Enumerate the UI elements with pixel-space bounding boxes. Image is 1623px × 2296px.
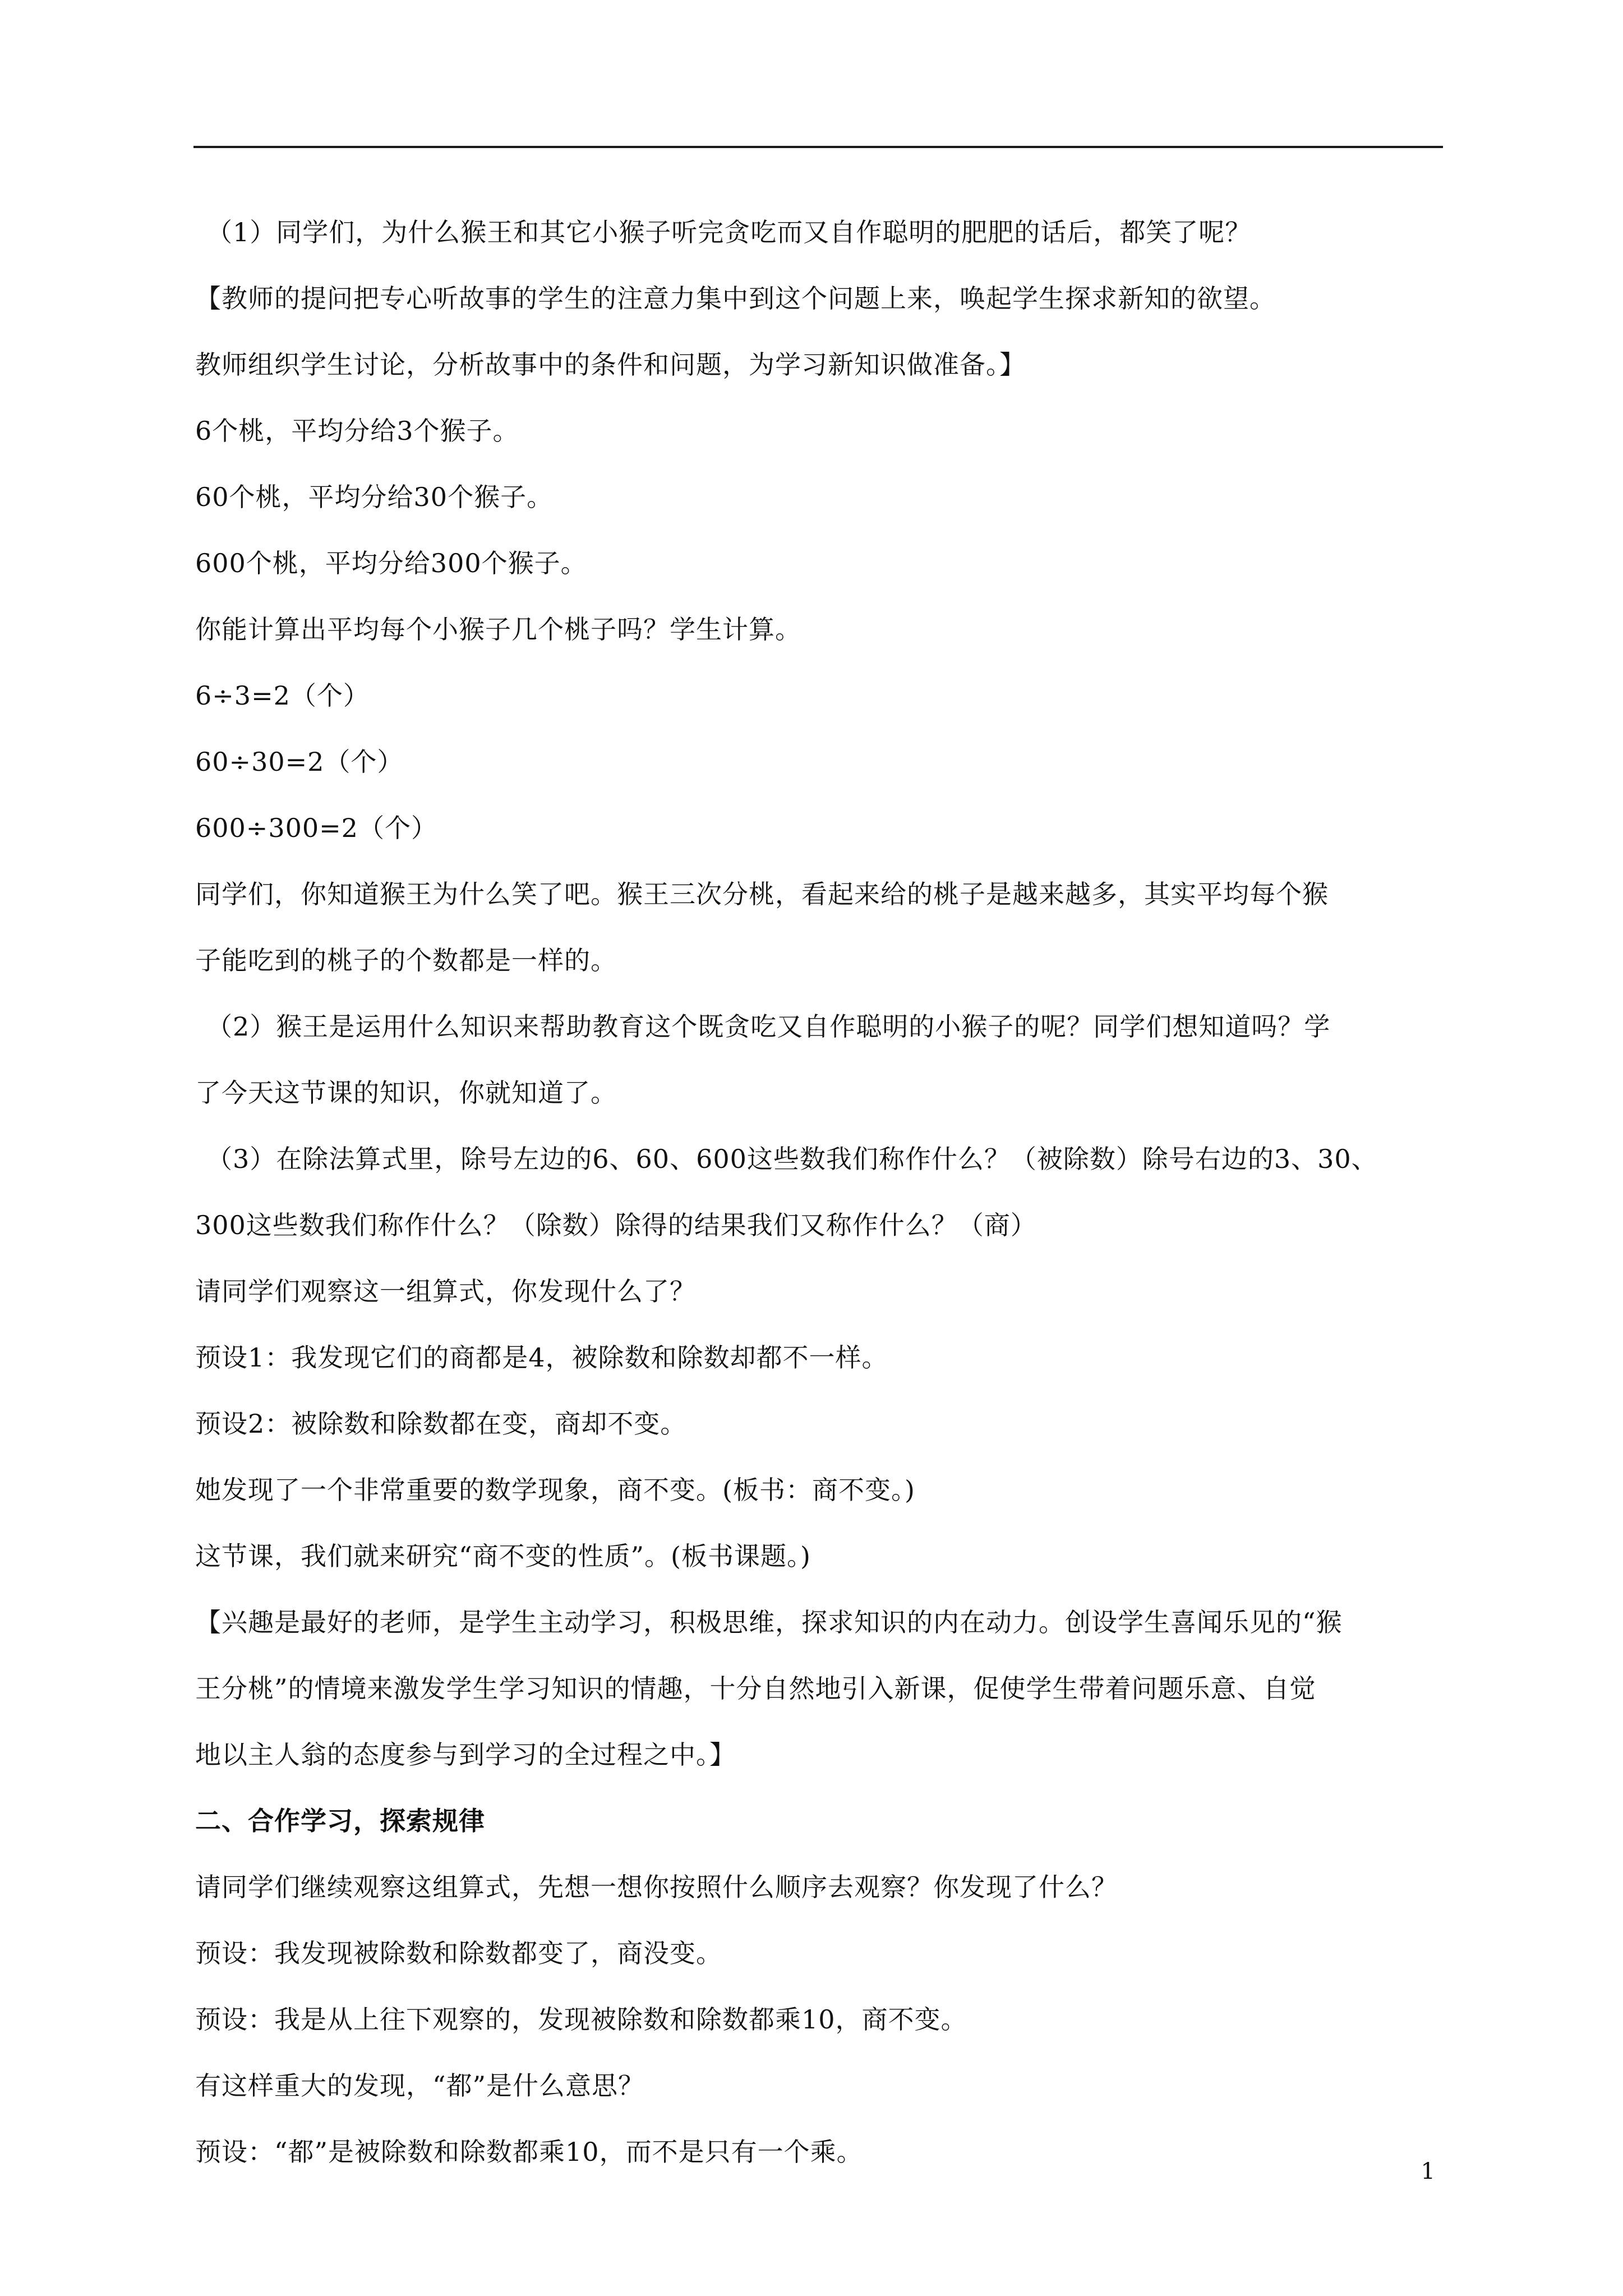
equation-line: 60÷30=2（个） — [195, 747, 404, 777]
paragraph-line: 预设：我是从上往下观察的，发现被除数和除数都乘10，商不变。 — [195, 2004, 967, 2035]
section-heading: 二、合作学习，探索规律 — [195, 1806, 485, 1836]
paragraph-line: 预设2：被除数和除数都在变，商却不变。 — [195, 1409, 687, 1439]
paragraph-line: （3）在除法算式里，除号左边的6、60、600这些数我们称作什么？（被除数）除号右边的3、30、 — [206, 1144, 1378, 1174]
paragraph-line: 请同学们继续观察这组算式，先想一想你按照什么顺序去观察？你发现了什么？ — [195, 1872, 1118, 1902]
paragraph-line: 教师组织学生讨论，分析故事中的条件和问题，为学习新知识做准备。】 — [195, 349, 1026, 380]
paragraph-line: 子能吃到的桃子的个数都是一样的。 — [195, 945, 617, 976]
paragraph-line: 有这样重大的发现，“都”是什么意思？ — [195, 2070, 645, 2101]
paragraph-line: 60个桃，平均分给30个猴子。 — [195, 482, 554, 512]
paragraph-line: 这节课，我们就来研究“商不变的性质”。(板书课题。) — [195, 1541, 811, 1571]
paragraph-line: 预设：“都”是被除数和除数都乘10，而不是只有一个乘。 — [195, 2137, 863, 2167]
paragraph-line: （1）同学们，为什么猴王和其它小猴子听完贪吃而又自作聪明的肥肥的话后，都笑了呢？ — [206, 217, 1252, 247]
paragraph-line: 预设1：我发现它们的商都是4，被除数和除数却都不一样。 — [195, 1342, 888, 1373]
paragraph-line: 了今天这节课的知识，你就知道了。 — [195, 1078, 617, 1108]
paragraph-line: 请同学们观察这一组算式，你发现什么了？ — [195, 1276, 696, 1306]
document-body — [195, 199, 1446, 2185]
paragraph-line: 预设：我发现被除数和除数都变了，商没变。 — [195, 1938, 722, 1968]
page-number: 1 — [1421, 2159, 1435, 2184]
equation-line: 6÷3=2（个） — [195, 680, 370, 711]
paragraph-line: 6个桃，平均分给3个猴子。 — [195, 416, 519, 446]
paragraph-line: 你能计算出平均每个小猴子几个桃子吗？学生计算。 — [195, 614, 801, 645]
equation-line: 600÷300=2（个） — [195, 813, 437, 843]
paragraph-line: （2）猴王是运用什么知识来帮助教育这个既贪吃又自作聪明的小猴子的呢？同学们想知道吗？学 — [206, 1011, 1331, 1042]
paragraph-line: 【教师的提问把专心听故事的学生的注意力集中到这个问题上来，唤起学生探求新知的欲望。 — [195, 283, 1276, 314]
paragraph-line: 同学们，你知道猴王为什么笑了吧。猴王三次分桃，看起来给的桃子是越来越多，其实平均每个猴 — [195, 879, 1329, 909]
header-rule — [193, 146, 1443, 148]
paragraph-line: 300这些数我们称作什么？（除数）除得的结果我们又称作什么？（商） — [195, 1210, 1037, 1240]
paragraph-line: 她发现了一个非常重要的数学现象，商不变。(板书：商不变。) — [195, 1475, 915, 1505]
paragraph-line: 地以主人翁的态度参与到学习的全过程之中。】 — [195, 1740, 736, 1770]
paragraph-line: 【兴趣是最好的老师，是学生主动学习，积极思维，探求知识的内在动力。创设学生喜闻乐见的“猴 — [195, 1607, 1343, 1637]
paragraph-line: 600个桃，平均分给300个猴子。 — [195, 548, 587, 578]
paragraph-line: 王分桃”的情境来激发学生学习知识的情趣，十分自然地引入新课，促使学生带着问题乐意、自觉 — [195, 1673, 1316, 1704]
